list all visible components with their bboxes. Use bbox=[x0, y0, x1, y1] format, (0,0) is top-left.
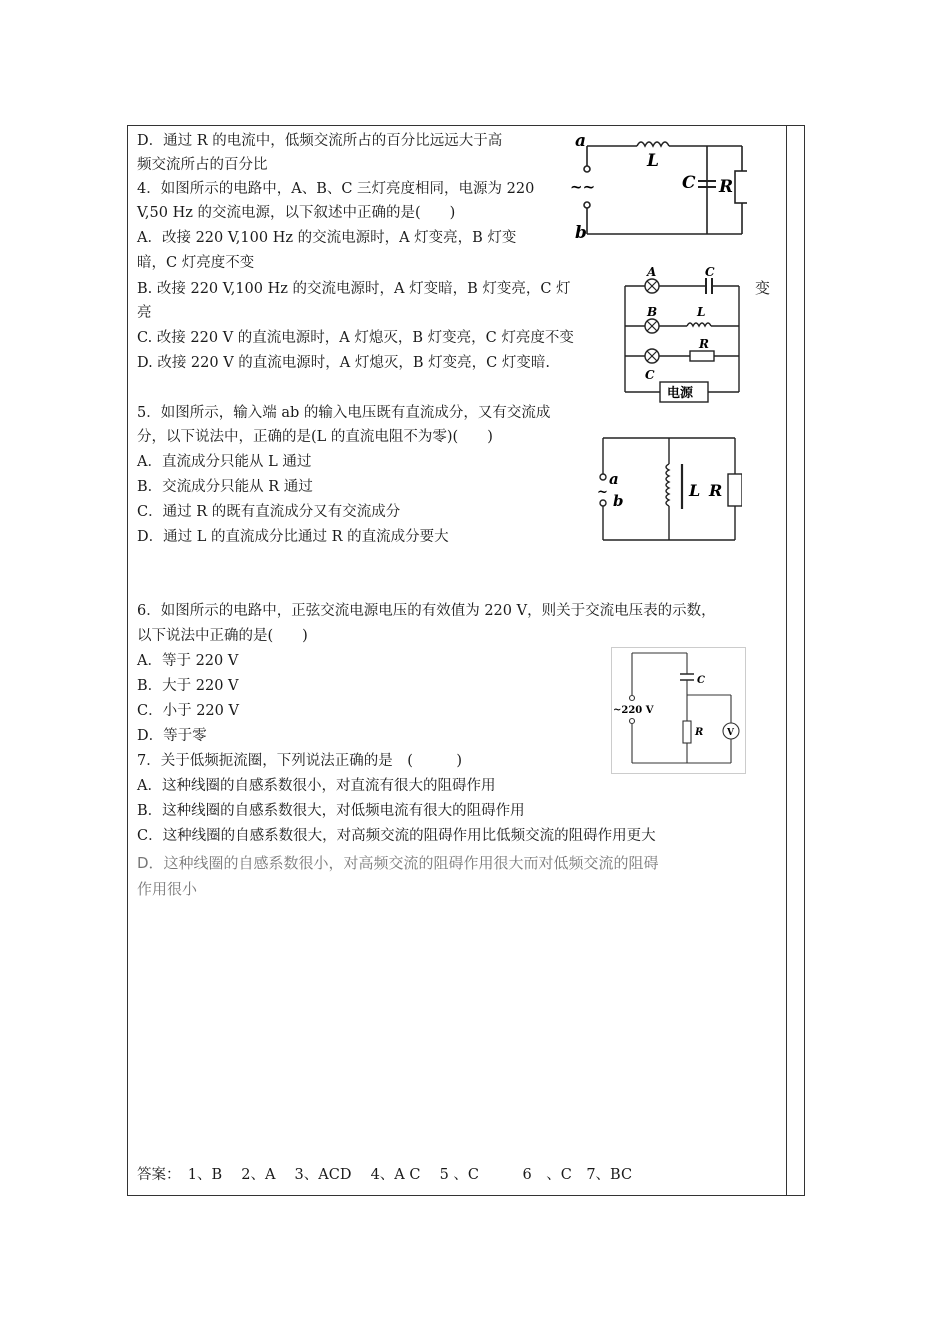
column-divider bbox=[786, 125, 787, 1196]
q7-option-a: A．这种线圈的自感系数很小，对直流有很大的阻碍作用 bbox=[137, 778, 496, 794]
q4-option-a-line1: A．改接 220 V,100 Hz 的交流电源时，A 灯变亮，B 灯变 bbox=[137, 230, 517, 246]
fig2-lamp-a-label: A bbox=[647, 265, 657, 279]
answer-key: 答案： 1、B 2、A 3、ACD 4、A C 5 、C 6 、C 7、BC bbox=[137, 1167, 633, 1183]
q4-stem-line2: V,50 Hz 的交流电源，以下叙述中正确的是( ) bbox=[137, 205, 456, 221]
q6-stem-line2: 以下说法中正确的是( ) bbox=[137, 628, 308, 644]
q5-stem-line2: 分，以下说法中，正确的是(L 的直流电阻不为零)( ) bbox=[137, 429, 493, 445]
q6-option-a: A．等于 220 V bbox=[137, 653, 239, 669]
fig1-label-c: C bbox=[682, 173, 696, 193]
fig2-resistor-label: R bbox=[699, 337, 709, 351]
fig3-source-symbol: ~ bbox=[597, 485, 608, 500]
q6-stem-line1: 6．如图所示的电路中，正弦交流电源电压的有效值为 220 V，则关于交流电压表的示数， bbox=[137, 603, 716, 619]
fig2-lamp-b-label: B bbox=[647, 305, 658, 319]
q6-option-b: B．大于 220 V bbox=[137, 678, 239, 694]
q7-option-d-line1: D．这种线圈的自感系数很小，对高频交流的阻碍作用很大而对低频交流的阻碍 bbox=[137, 854, 659, 872]
q5-option-d: D．通过 L 的直流成分比通过 R 的直流成分要大 bbox=[137, 529, 449, 545]
circuit-figure-lr-parallel bbox=[597, 434, 742, 546]
fig3-label-l: L bbox=[689, 481, 701, 500]
fig4-voltmeter-label: V bbox=[727, 728, 734, 738]
q5-option-b: B．交流成分只能从 R 通过 bbox=[137, 479, 313, 495]
q6-option-d: D．等于零 bbox=[137, 728, 207, 744]
q6-option-c: C．小于 220 V bbox=[137, 703, 239, 719]
fig4-resistor-label: R bbox=[695, 727, 704, 738]
fig3-label-r: R bbox=[709, 481, 723, 500]
q7-stem: 7．关于低频扼流圈，下列说法正确的是 ( ) bbox=[137, 753, 463, 769]
q4-option-b-line1: B. 改接 220 V,100 Hz 的交流电源时，A 灯变暗，B 灯变亮，C 灯 bbox=[137, 281, 571, 297]
fig1-label-b: b bbox=[575, 223, 587, 243]
q7-option-c: C．这种线圈的自感系数很大，对高频交流的阻碍作用比低频交流的阻碍作用更大 bbox=[137, 828, 656, 844]
fig1-source-label: ~~ bbox=[570, 178, 596, 196]
q4-option-d: D. 改接 220 V 的直流电源时，A 灯熄灭，B 灯变亮，C 灯变暗. bbox=[137, 355, 550, 371]
q4-stem-line1: 4．如图所示的电路中，A、B、C 三灯亮度相同，电源为 220 bbox=[137, 181, 535, 197]
fig1-label-a: a bbox=[575, 131, 587, 151]
q5-option-c: C．通过 R 的既有直流成分又有交流成分 bbox=[137, 504, 401, 520]
fig2-inductor-label: L bbox=[697, 305, 706, 319]
circuit-figure-three-lamps bbox=[615, 262, 750, 407]
fig3-label-a: a bbox=[609, 470, 619, 488]
fig3-label-b: b bbox=[613, 492, 624, 510]
circuit-figure-lcr bbox=[567, 126, 747, 244]
fig2-lamp-c-label: C bbox=[645, 368, 655, 382]
fig4-source-label: ~220 V bbox=[613, 705, 654, 716]
q4-option-c: C. 改接 220 V 的直流电源时，A 灯熄灭，B 灯变亮，C 灯亮度不变 bbox=[137, 330, 574, 346]
q3-option-d-line2: 频交流所占的百分比 bbox=[137, 157, 268, 173]
fig1-label-l: L bbox=[647, 151, 659, 171]
q4-option-b-overflow: 变 bbox=[755, 279, 771, 297]
q4-option-a-line2: 暗，C 灯亮度不变 bbox=[137, 255, 255, 271]
fig2-capacitor-label: C bbox=[705, 265, 715, 279]
fig1-label-r: R bbox=[719, 177, 734, 197]
fig4-capacitor-label: C bbox=[697, 675, 705, 686]
q5-stem-line1: 5．如图所示，输入端 ab 的输入电压既有直流成分，又有交流成 bbox=[137, 405, 551, 421]
circuit-figure-voltmeter bbox=[611, 647, 746, 774]
fig2-power-label: 电源 bbox=[667, 386, 694, 401]
q4-option-b-line2: 亮 bbox=[137, 305, 152, 321]
q7-option-d-line2: 作用很小 bbox=[137, 880, 198, 898]
q7-option-b: B．这种线圈的自感系数很大，对低频电流有很大的阻碍作用 bbox=[137, 803, 525, 819]
q3-option-d-line1: D．通过 R 的电流中，低频交流所占的百分比远远大于高 bbox=[137, 133, 503, 149]
q5-option-a: A．直流成分只能从 L 通过 bbox=[137, 454, 312, 470]
